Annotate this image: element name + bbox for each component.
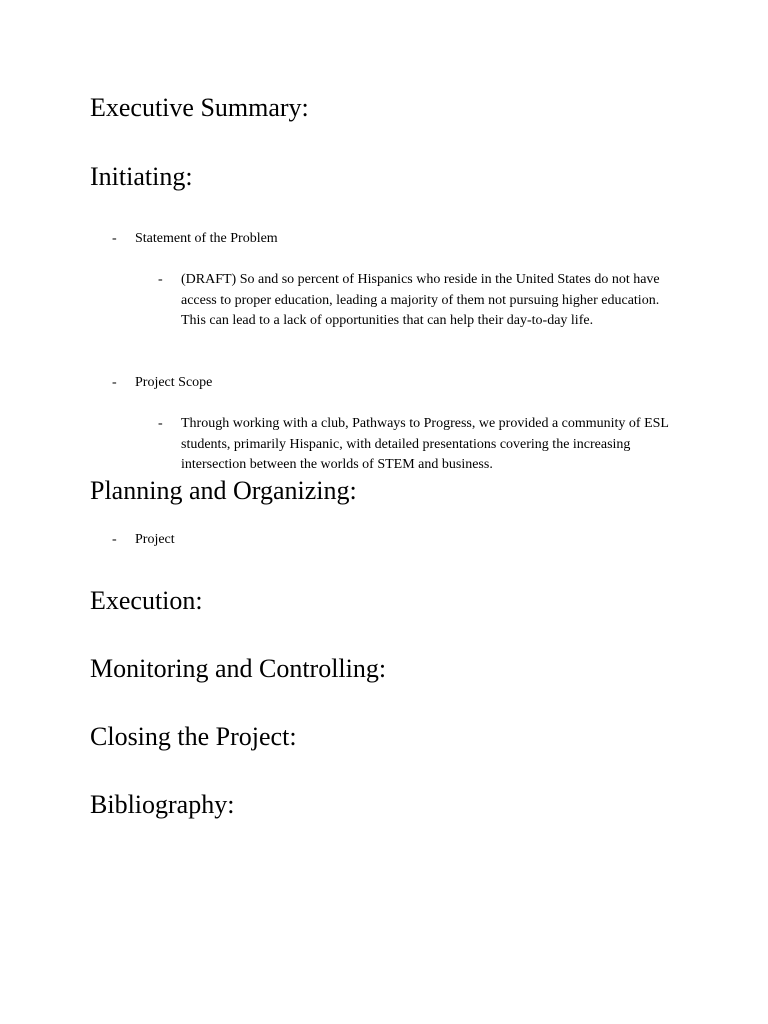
bullet-dash: - xyxy=(112,532,117,547)
bullet-dash: - xyxy=(158,272,163,287)
heading-execution: Execution: xyxy=(90,586,203,615)
heading-closing-project: Closing the Project: xyxy=(90,722,297,751)
scope-detail-text: Through working with a club, Pathways to Progress, we provided a community of ESL students, primarily Hispanic, with detailed presentations covering the increasing intersection between the worlds of STEM and business. xyxy=(181,416,669,473)
heading-executive-summary: Executive Summary: xyxy=(90,93,309,122)
heading-initiating: Initiating: xyxy=(90,162,193,191)
bullet-dash: - xyxy=(112,231,117,246)
bullet-label-statement: Statement of the Problem xyxy=(135,231,278,246)
bullet-label-scope: Project Scope xyxy=(135,375,213,390)
heading-bibliography: Bibliography: xyxy=(90,790,235,819)
bullet-label-project: Project xyxy=(135,532,175,547)
bullet-dash: - xyxy=(158,416,163,431)
heading-planning-organizing: Planning and Organizing: xyxy=(90,476,357,505)
statement-detail-text: (DRAFT) So and so percent of Hispanics who reside in the United States do not have access to proper education, leading a majority of them not pursuing higher education. This can lead to a lack of opportunities that can help their day-to-day life. xyxy=(181,272,660,329)
bullet-dash: - xyxy=(112,375,117,390)
heading-monitoring-controlling: Monitoring and Controlling: xyxy=(90,654,387,683)
